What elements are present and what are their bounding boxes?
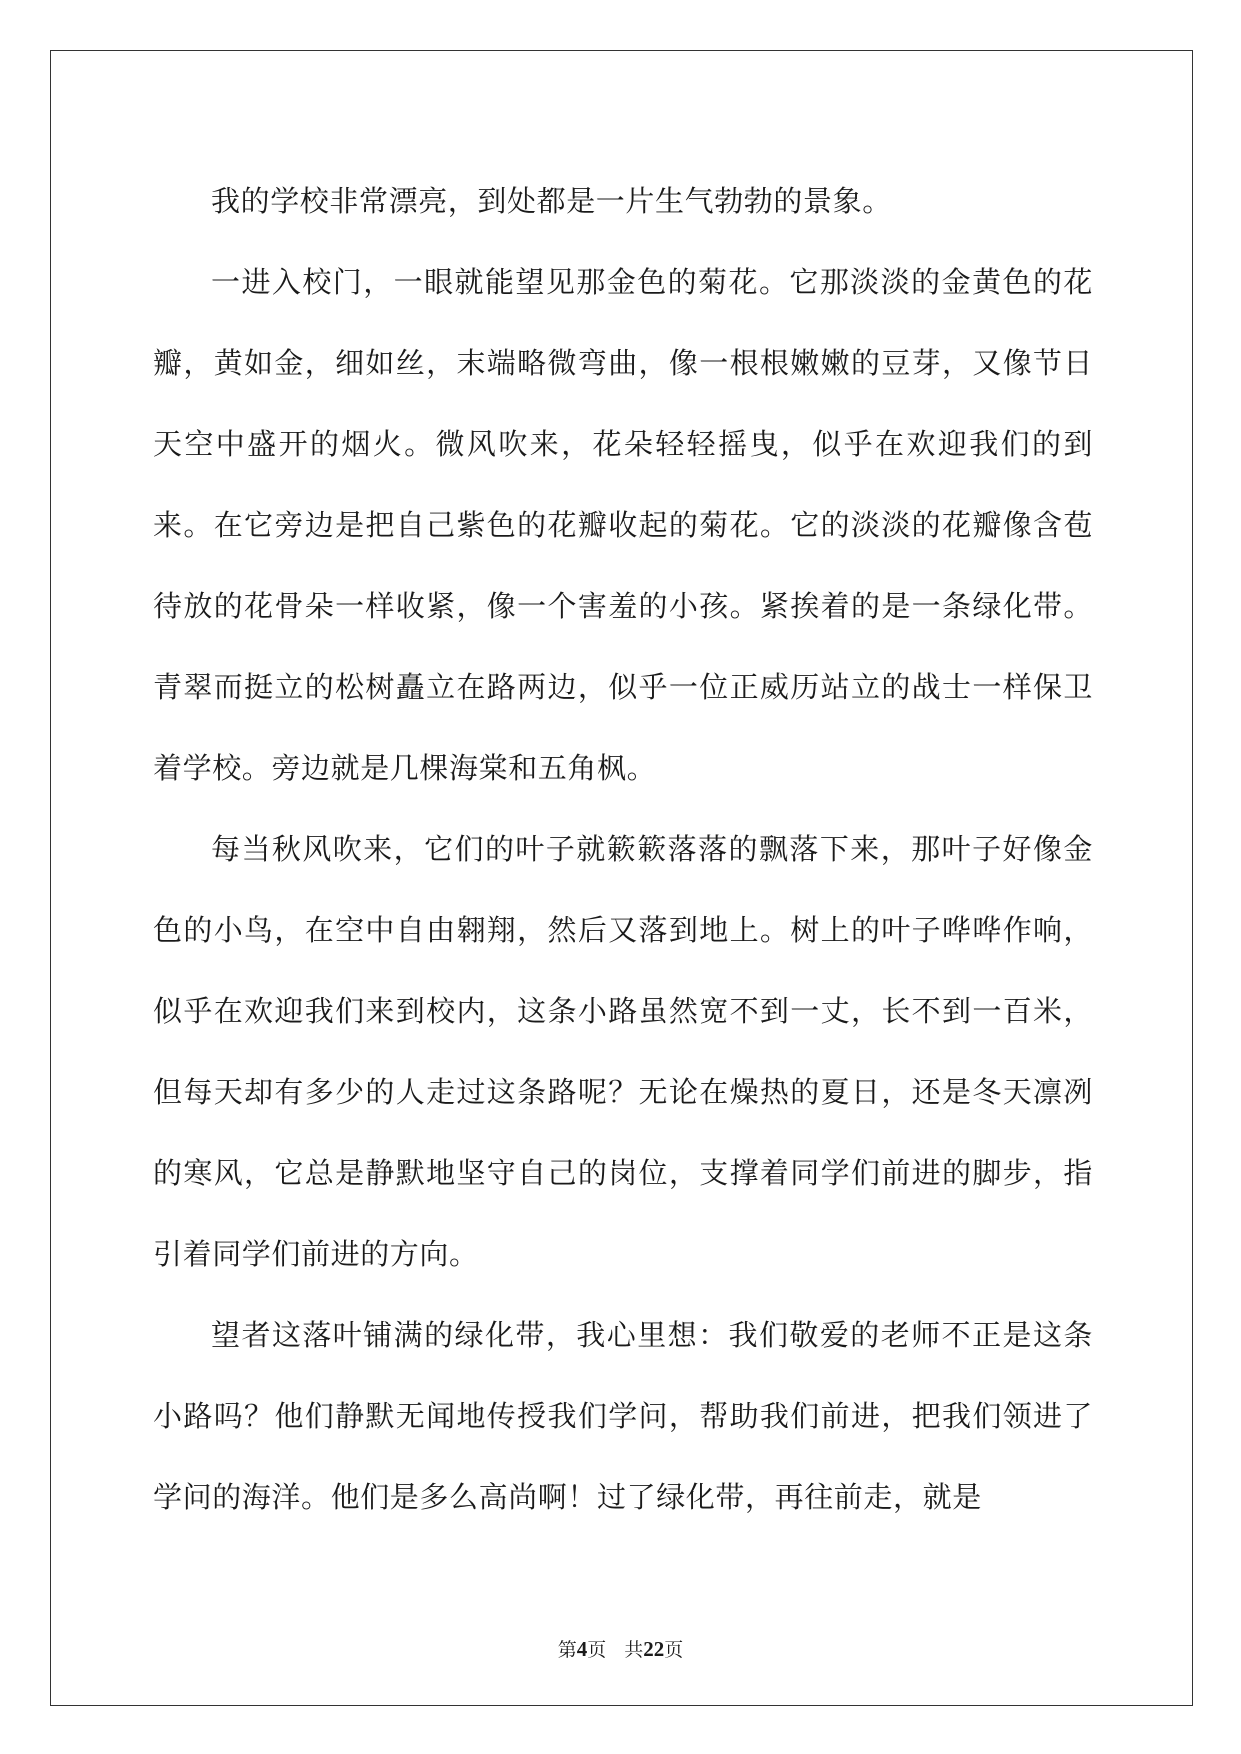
document-body [153, 161, 1093, 1538]
page-footer [0, 1637, 1241, 1662]
paragraph-3: 每当秋风吹来，它们的叶子就簌簌落落的飘落下来，那叶子好像金色的小鸟，在空中自由翱翔，然后又落到地上。树上的叶子哗哗作响，似乎在欢迎我们来到校内，这条小路虽然宽不到一丈，长不到一百米，但每天却有多少的人走过这条路呢？无论在燥热的夏日，还是冬天凛冽的寒风，它总是静默地坚守自己的岗位，支撑着同学们前进的脚步，指引着同学们前进的方向。 [153, 832, 1093, 1271]
total-suffix: 页 [664, 1639, 684, 1661]
page-suffix: 页 [587, 1639, 607, 1661]
page-number: 4 [576, 1637, 588, 1661]
paragraph-4: 望者这落叶铺满的绿化带，我心里想：我们敬爱的老师不正是这条小路吗？他们静默无闻地传授我们学问，帮助我们前进，把我们领进了学问的海洋。他们是多么高尚啊！过了绿化带，再往前走，就是 [153, 1318, 1093, 1514]
total-pages: 22 [643, 1637, 665, 1661]
total-prefix: 共 [624, 1639, 644, 1661]
paragraph-2: 一进入校门，一眼就能望见那金色的菊花。它那淡淡的金黄色的花瓣，黄如金，细如丝，末端略微弯曲，像一根根嫩嫩的豆芽，又像节日天空中盛开的烟火。微风吹来，花朵轻轻摇曳，似乎在欢迎我们的到来。在它旁边是把自己紫色的花瓣收起的菊花。它的淡淡的花瓣像含苞待放的花骨朵一样收紧，像一个害羞的小孩。紧挨着的是一条绿化带。青翠而挺立的松树矗立在路两边，似乎一位正威历站立的战士一样保卫着学校。旁边就是几棵海棠和五角枫。 [153, 265, 1093, 785]
paragraph-1: 我的学校非常漂亮，到处都是一片生气勃勃的景象。 [211, 184, 892, 218]
page-prefix: 第 [557, 1639, 577, 1661]
